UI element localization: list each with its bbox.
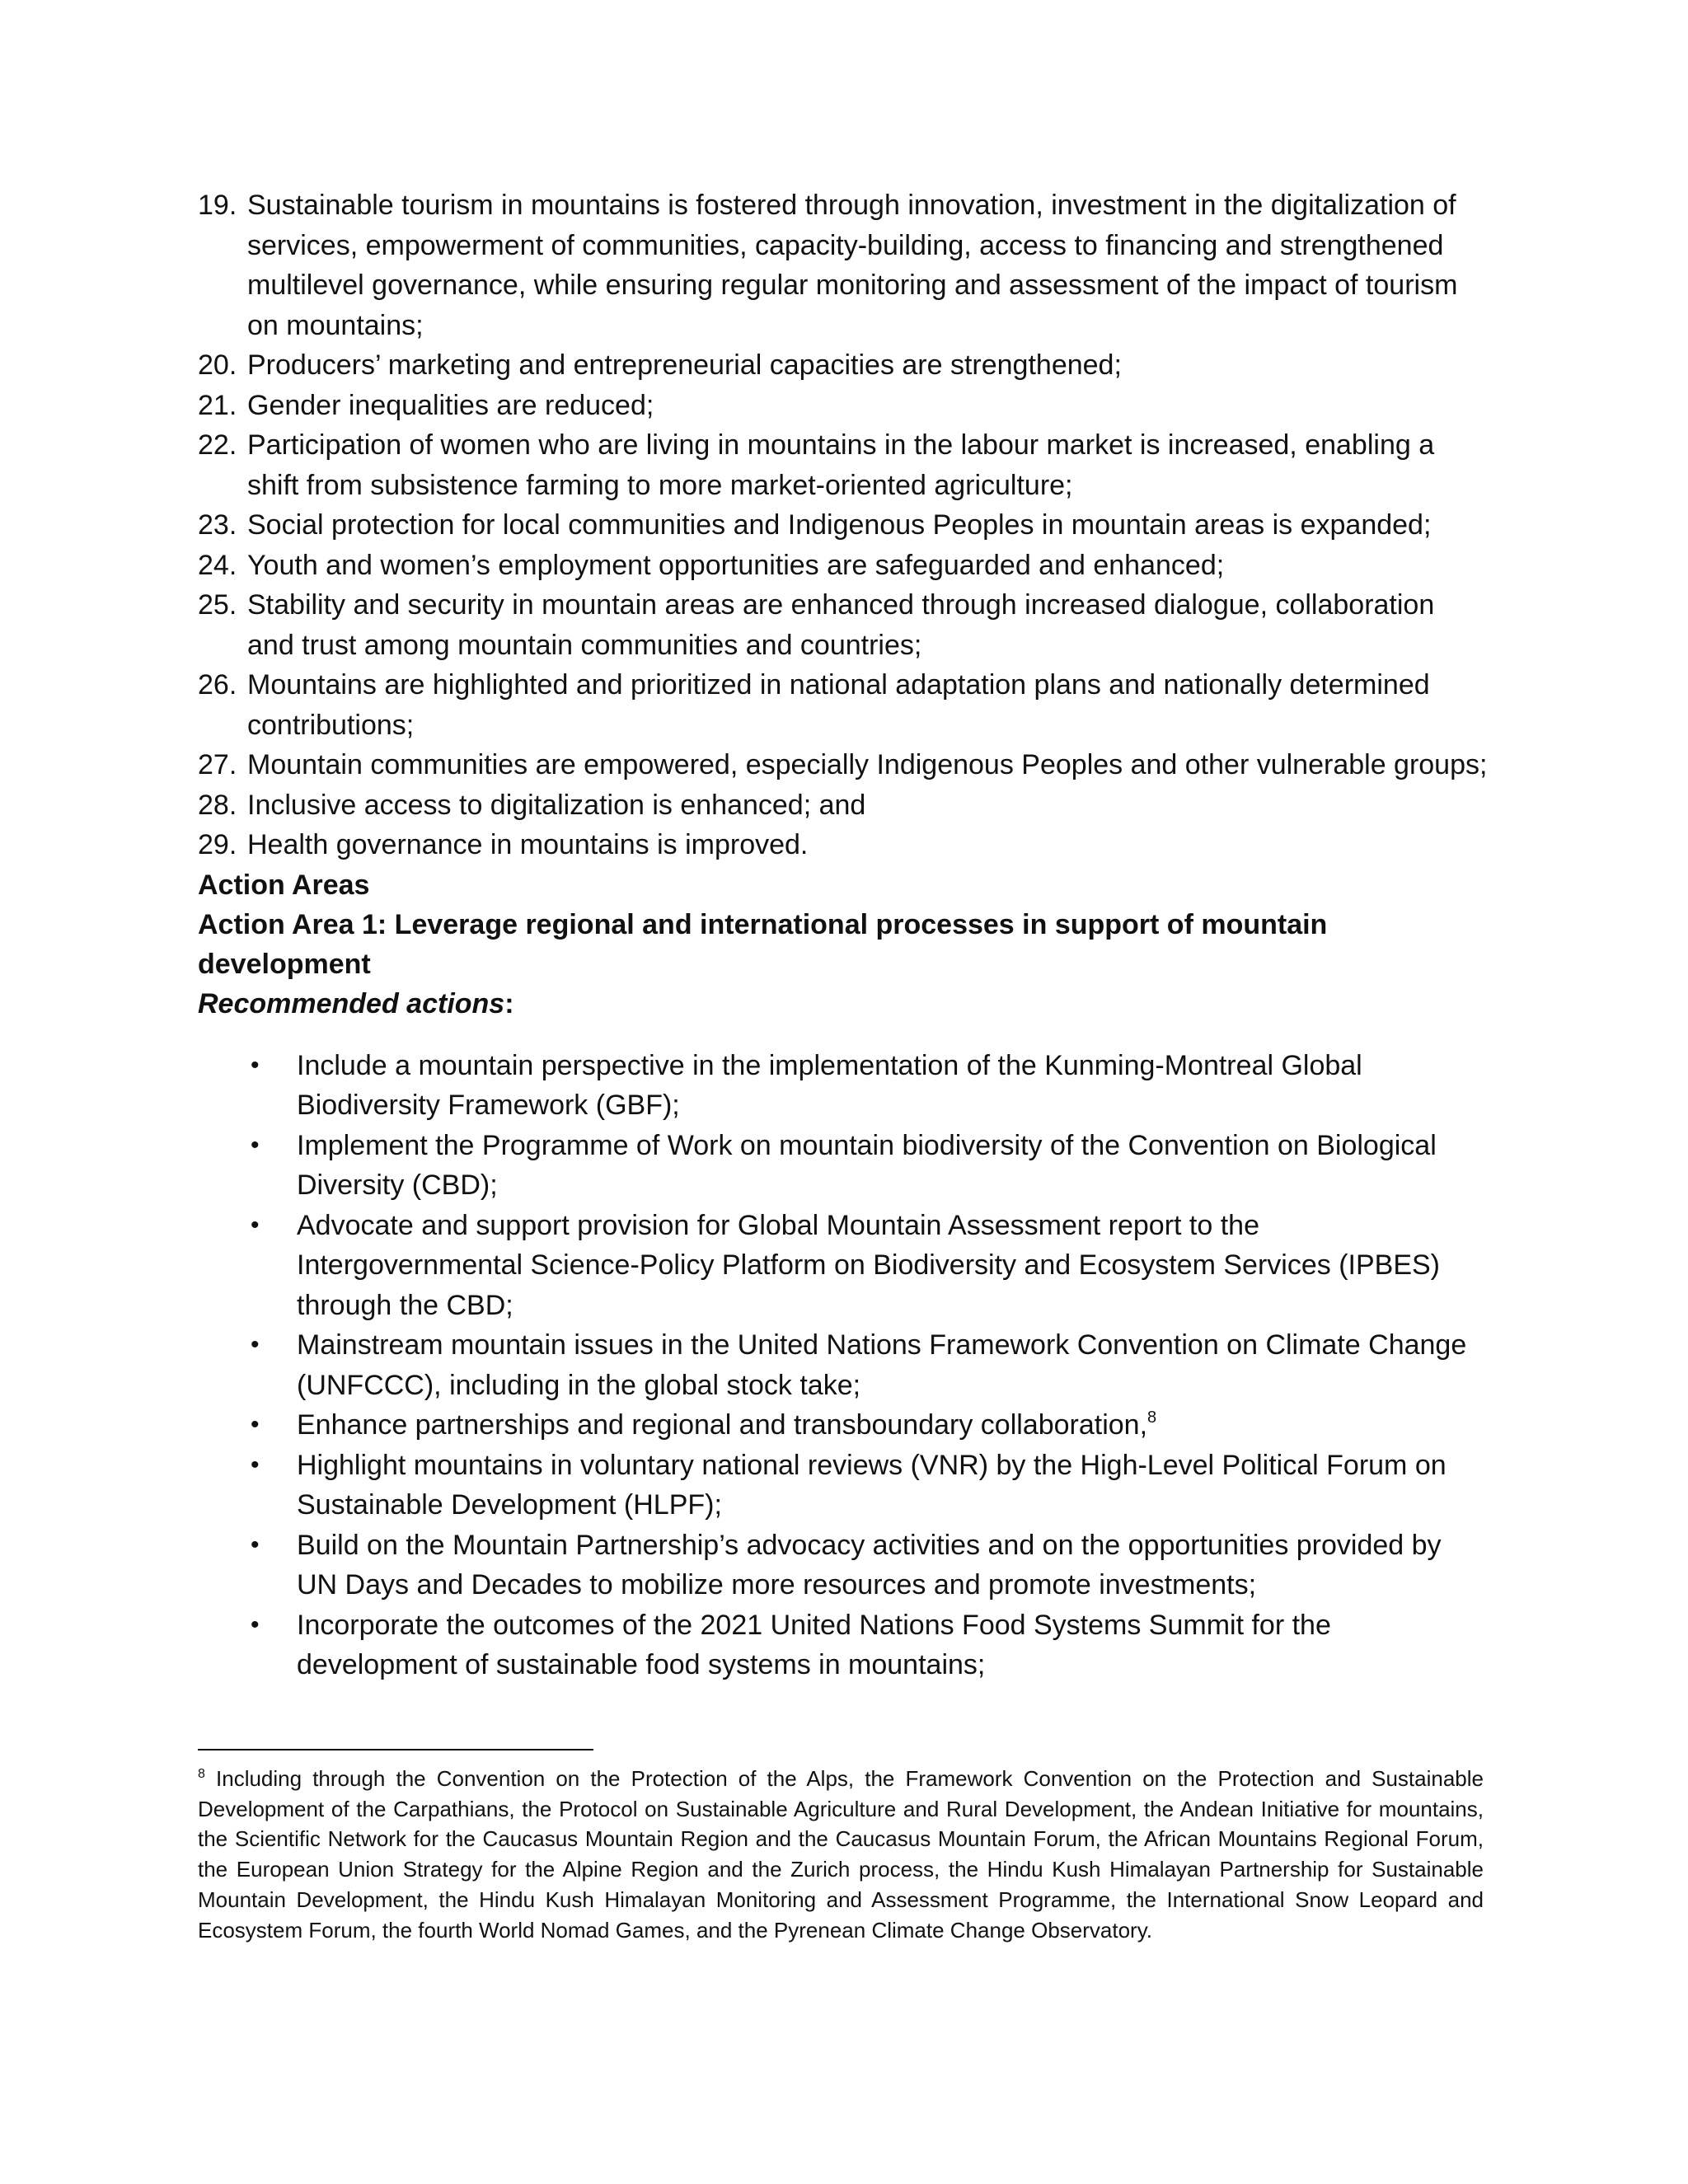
bullet-icon: • bbox=[251, 1051, 260, 1079]
list-item bbox=[198, 745, 1488, 785]
recommended-actions-heading bbox=[198, 984, 1488, 1024]
item-text: Health governance in mountains is improved. bbox=[247, 829, 809, 860]
item-number: 25. bbox=[198, 589, 237, 621]
list-item bbox=[198, 665, 1488, 745]
list-item bbox=[198, 825, 1488, 865]
item-number: 19. bbox=[198, 190, 237, 221]
list-item bbox=[198, 1605, 1488, 1685]
bullet-icon: • bbox=[251, 1610, 260, 1638]
action-areas-heading: Action Areas bbox=[198, 869, 370, 901]
bullet-icon: • bbox=[251, 1131, 260, 1159]
list-item bbox=[198, 1405, 1488, 1446]
bullet-icon: • bbox=[251, 1331, 260, 1358]
list-item bbox=[198, 185, 1488, 345]
bullet-icon: • bbox=[251, 1451, 260, 1479]
bullet-text: Mainstream mountain issues in the United Nations Framework Convention on Climate Change (UNFCCC), including in the global stock take; bbox=[297, 1329, 1467, 1401]
numbered-outcomes-list bbox=[198, 185, 1488, 865]
bullet-text: Advocate and support provision for Global Mountain Assessment report to the Intergovernmental Science-Policy Platform on Biodiversity and Ecosystem Services (IPBES) through the CBD; bbox=[297, 1209, 1440, 1321]
bullet-icon: • bbox=[251, 1530, 260, 1558]
list-item bbox=[198, 386, 1488, 426]
item-text: Producers’ marketing and entrepreneurial capacities are strengthened; bbox=[247, 349, 1122, 381]
item-text: Mountains are highlighted and prioritized in national adaptation plans and nationally determined contributions; bbox=[247, 669, 1430, 741]
bullet-text: Incorporate the outcomes of the 2021 United Nations Food Systems Summit for the development of sustainable food systems in mountains; bbox=[297, 1609, 1331, 1680]
list-item bbox=[198, 546, 1488, 586]
item-text: Mountain communities are empowered, especially Indigenous Peoples and other vulnerable groups; bbox=[247, 749, 1488, 780]
item-text: Inclusive access to digitalization is enhanced; and bbox=[247, 789, 866, 821]
item-text: Stability and security in mountain areas are enhanced through increased dialogue, collaboration and trust among mountain communities and countries; bbox=[247, 589, 1435, 661]
footnote-text: Including through the Convention on the Protection of the Alps, the Framework Convention on the Protection and Sustainable Development of the Carpathians, the Protocol on Sustainable Agriculture and Rural Development, the Andean Initiative for mountains, the Scientific Network for the Caucasus Mountain Region and the Caucasus Mountain Forum, the African Mountains Regional Forum, the European Union Strategy for the Alpine Region and the Zurich process, the Hindu Kush Himalayan Partnership for Sustainable Mountain Development, the Hindu Kush Himalayan Monitoring and Assessment Programme, the International Snow Leopard and Ecosystem Forum, the fourth World Nomad Games, and the Pyrenean Climate Change Observatory. bbox=[198, 1766, 1484, 1943]
list-item bbox=[198, 425, 1488, 505]
list-item bbox=[198, 1446, 1488, 1526]
item-number: 23. bbox=[198, 509, 237, 541]
item-number: 27. bbox=[198, 749, 237, 780]
list-item bbox=[198, 1526, 1488, 1605]
item-number: 24. bbox=[198, 549, 237, 581]
item-number: 21. bbox=[198, 389, 237, 421]
action-area-1-heading: Action Area 1: Leverage regional and international processes in support of mountain development bbox=[198, 908, 1328, 980]
list-item bbox=[198, 1046, 1488, 1126]
bullet-text: Highlight mountains in voluntary national reviews (VNR) by the High-Level Political Forum on Sustainable Development (HLPF); bbox=[297, 1449, 1447, 1521]
footnote-reference[interactable]: 8 bbox=[1147, 1408, 1157, 1427]
list-item bbox=[198, 1206, 1488, 1326]
bullet-text: Include a mountain perspective in the implementation of the Kunming-Montreal Global Biodiversity Framework (GBF); bbox=[297, 1049, 1362, 1121]
item-text: Gender inequalities are reduced; bbox=[247, 389, 654, 421]
footnote bbox=[198, 1764, 1484, 1945]
list-item bbox=[198, 505, 1488, 546]
recommended-actions-label: Recommended actions bbox=[198, 987, 505, 1019]
item-text: Participation of women who are living in mountains in the labour market is increased, enabling a shift from subsistence farming to more market-oriented agriculture; bbox=[247, 429, 1435, 501]
item-number: 22. bbox=[198, 429, 237, 461]
bullet-text: Implement the Programme of Work on mountain biodiversity of the Convention on Biological Diversity (CBD); bbox=[297, 1129, 1437, 1201]
item-number: 29. bbox=[198, 829, 237, 860]
bullet-text: Enhance partnerships and regional and transboundary collaboration, bbox=[297, 1409, 1148, 1441]
list-item bbox=[198, 585, 1488, 665]
item-number: 26. bbox=[198, 669, 237, 701]
bullet-text: Build on the Mountain Partnership’s advocacy activities and on the opportunities provided by UN Days and Decades to mobilize more resources and promote investments; bbox=[297, 1529, 1442, 1601]
item-text: Social protection for local communities and Indigenous Peoples in mountain areas is expanded; bbox=[247, 509, 1432, 541]
list-item bbox=[198, 1126, 1488, 1206]
list-item bbox=[198, 345, 1488, 386]
bullet-icon: • bbox=[251, 1211, 260, 1239]
recommended-actions-colon: : bbox=[504, 987, 514, 1019]
footnote-divider bbox=[198, 1749, 593, 1750]
item-number: 28. bbox=[198, 789, 237, 821]
document-page bbox=[198, 185, 1488, 1685]
list-item bbox=[198, 785, 1488, 826]
bullet-icon: • bbox=[251, 1411, 260, 1438]
item-text: Sustainable tourism in mountains is fostered through innovation, investment in the digitalization of services, empowerment of communities, capacity-building, access to financing and strengthened multilevel governance, while ensuring regular monitoring and assessment of the impact of tourism on mountains; bbox=[247, 190, 1458, 341]
list-item bbox=[198, 1325, 1488, 1405]
footnote-number: 8 bbox=[198, 1767, 205, 1781]
item-number: 20. bbox=[198, 349, 237, 381]
item-text: Youth and women’s employment opportunities are safeguarded and enhanced; bbox=[247, 549, 1225, 581]
recommended-actions-list bbox=[198, 1046, 1488, 1685]
